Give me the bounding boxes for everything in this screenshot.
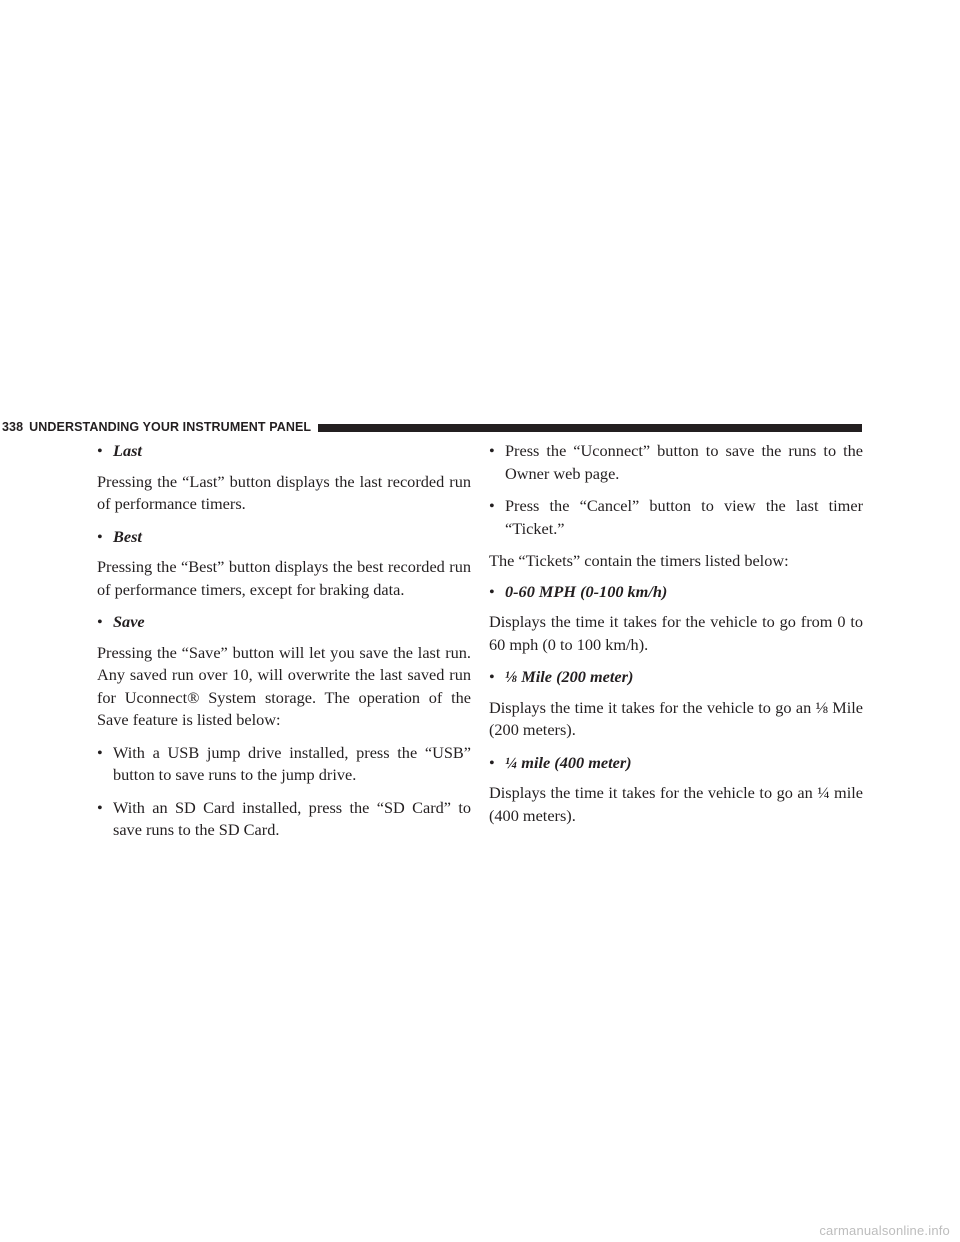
bullet-dot: • xyxy=(489,581,495,601)
paragraph-quarter-mile: Displays the time it takes for the vehicle to go an ¼ mile (400 meters). xyxy=(489,783,863,825)
bullet-heading-zero-sixty xyxy=(489,581,863,604)
right-column xyxy=(489,440,863,827)
list-item-sd-card xyxy=(97,797,471,842)
heading-zero-sixty-text: 0-60 MPH (0-100 km/h) xyxy=(505,581,668,601)
bullet-dot: • xyxy=(489,667,495,686)
paragraph-last: Pressing the “Last” button displays the last recorded run of performance timers. xyxy=(97,471,471,513)
watermark-logo: carmanualsonline.info xyxy=(819,1223,950,1238)
list-item-usb xyxy=(97,742,471,787)
bullet-dot: • xyxy=(489,496,495,515)
header-rule xyxy=(318,424,862,432)
paragraph-eighth-mile: Displays the time it takes for the vehicle to go an ⅛ Mile (200 meters). xyxy=(489,697,863,739)
bullet-dot: • xyxy=(97,742,103,762)
bullet-heading-best xyxy=(97,526,471,549)
paragraph-save: Pressing the “Save” button will let you save the last run. Any saved run over 10, will overwrite the last saved run for Uconnect® System storage. The operation of the Save feature is listed below: xyxy=(97,642,471,729)
list-item-cancel-text: Press the “Cancel” button to view the last timer “Ticket.” xyxy=(505,496,863,538)
bullet-heading-eighth-mile xyxy=(489,666,863,689)
bullet-dot: • xyxy=(97,612,103,631)
bullet-dot: • xyxy=(97,441,103,460)
heading-best-text: Best xyxy=(113,526,142,546)
page-number: 338 xyxy=(2,420,24,434)
page-header xyxy=(0,419,862,435)
heading-quarter-mile-text: ¼ mile (400 meter) xyxy=(505,752,632,772)
left-column xyxy=(97,440,471,842)
bullet-dot: • xyxy=(97,526,103,546)
bullet-heading-save xyxy=(97,611,471,634)
bullet-heading-last xyxy=(97,440,471,463)
bullet-dot: • xyxy=(489,441,495,460)
list-item-sd-card-text: With an SD Card installed, press the “SD Card” to save runs to the SD Card. xyxy=(113,797,471,839)
list-item-cancel xyxy=(489,495,863,540)
heading-eighth-mile-text: ⅛ Mile (200 meter) xyxy=(505,667,634,686)
bullet-dot: • xyxy=(489,752,495,772)
bullet-dot: • xyxy=(97,797,103,817)
list-item-usb-text: With a USB jump drive installed, press the “USB” button to save runs to the jump drive. xyxy=(113,742,471,784)
paragraph-zero-sixty: Displays the time it takes for the vehicle to go from 0 to 60 mph (0 to 100 km/h). xyxy=(489,612,863,654)
section-title: UNDERSTANDING YOUR INSTRUMENT PANEL xyxy=(29,420,312,434)
bullet-heading-quarter-mile xyxy=(489,752,863,775)
paragraph-best: Pressing the “Best” button displays the best recorded run of performance timers, except for braking data. xyxy=(97,557,471,599)
list-item-uconnect-text: Press the “Uconnect” button to save the runs to the Owner web page. xyxy=(505,441,863,483)
paragraph-tickets-intro: The “Tickets” contain the timers listed below: xyxy=(489,551,789,570)
list-item-uconnect xyxy=(489,440,863,485)
heading-save-text: Save xyxy=(113,612,145,631)
heading-last-text: Last xyxy=(113,441,142,460)
